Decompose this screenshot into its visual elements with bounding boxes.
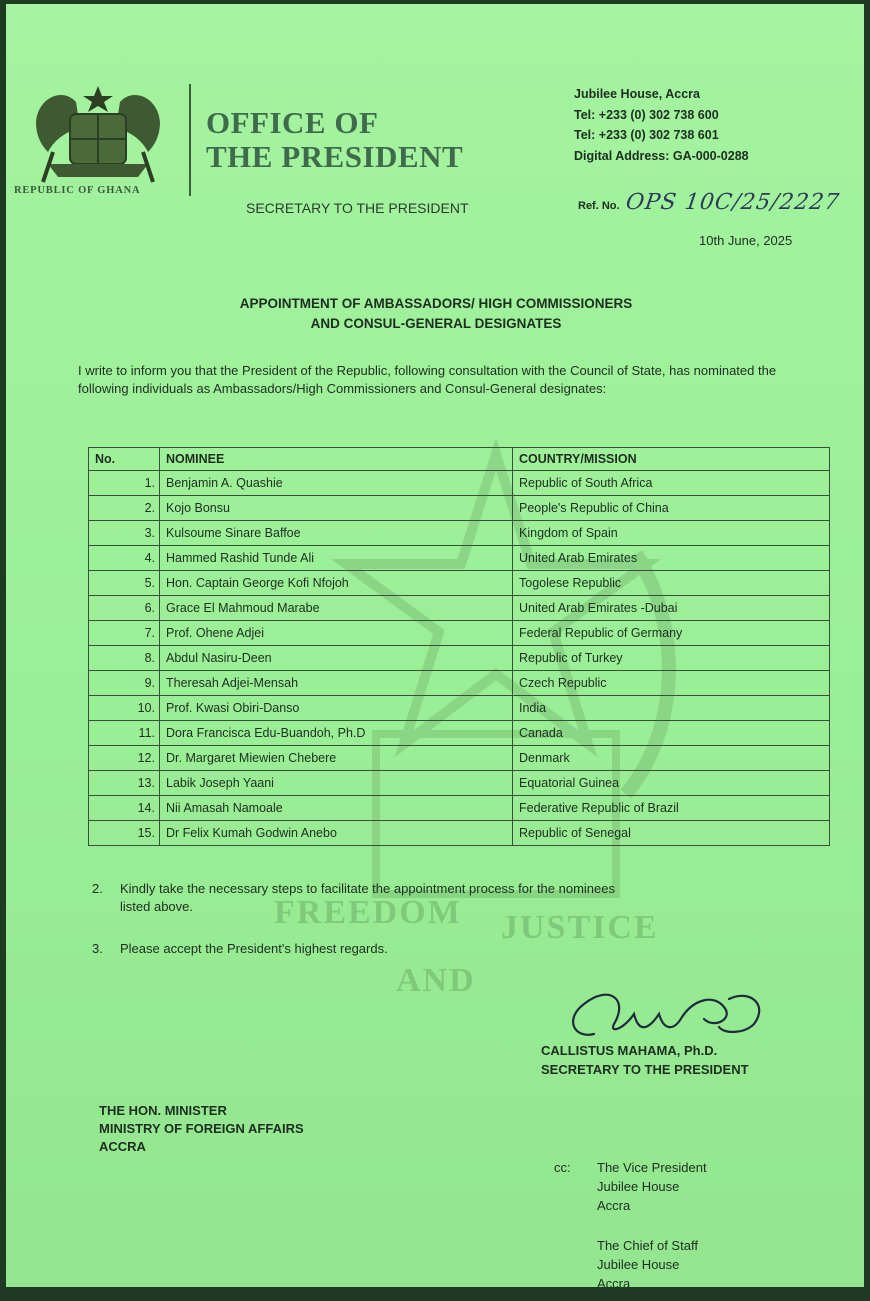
ref-label: Ref. No. bbox=[578, 200, 620, 212]
cc-line: Jubilee House bbox=[597, 1179, 680, 1194]
country-mission: Republic of Turkey bbox=[513, 646, 830, 671]
row-number: 1. bbox=[89, 471, 160, 496]
office-address bbox=[574, 84, 749, 166]
country-mission: Republic of Senegal bbox=[513, 821, 830, 846]
nominee-name: Abdul Nasiru-Deen bbox=[160, 646, 513, 671]
secretary-subtitle: SECRETARY TO THE PRESIDENT bbox=[246, 200, 469, 216]
row-number: 15. bbox=[89, 821, 160, 846]
country-mission: United Arab Emirates -Dubai bbox=[513, 596, 830, 621]
nominee-name: Benjamin A. Quashie bbox=[160, 471, 513, 496]
paragraph-number: 3. bbox=[92, 941, 103, 956]
column-header-nominee: NOMINEE bbox=[160, 448, 513, 471]
cc-line: Accra bbox=[597, 1198, 631, 1213]
row-number: 13. bbox=[89, 771, 160, 796]
nominee-name: Dr Felix Kumah Godwin Anebo bbox=[160, 821, 513, 846]
nominee-name: Labik Joseph Yaani bbox=[160, 771, 513, 796]
nominee-name: Hammed Rashid Tunde Ali bbox=[160, 546, 513, 571]
addressee-block bbox=[99, 1102, 304, 1156]
row-number: 10. bbox=[89, 696, 160, 721]
cc-line: Jubilee House bbox=[597, 1257, 680, 1272]
country-mission: Kingdom of Spain bbox=[513, 521, 830, 546]
signatory-name: CALLISTUS MAHAMA, Ph.D. bbox=[541, 1043, 718, 1058]
row-number: 11. bbox=[89, 721, 160, 746]
table-row bbox=[89, 496, 830, 521]
table-row bbox=[89, 621, 830, 646]
nominee-name: Grace El Mahmoud Marabe bbox=[160, 596, 513, 621]
table-row bbox=[89, 571, 830, 596]
country-mission: Federal Republic of Germany bbox=[513, 621, 830, 646]
watermark-and: AND bbox=[396, 962, 476, 999]
country-mission: People's Republic of China bbox=[513, 496, 830, 521]
country-mission: Republic of South Africa bbox=[513, 471, 830, 496]
digital-address-line: Digital Address: GA-000-0288 bbox=[574, 148, 749, 163]
coat-of-arms-icon bbox=[28, 82, 168, 187]
addressee-line: ACCRA bbox=[99, 1139, 146, 1154]
table-row bbox=[89, 771, 830, 796]
table-row bbox=[89, 521, 830, 546]
header-divider bbox=[189, 84, 191, 196]
column-header-no: No. bbox=[89, 448, 160, 471]
table-header-row bbox=[89, 448, 830, 471]
paragraph-text: Please accept the President's highest regards. bbox=[120, 941, 388, 956]
paragraph-text: Kindly take the necessary steps to facilitate the appointment process for the nominees bbox=[120, 881, 615, 896]
table-row bbox=[89, 471, 830, 496]
intro-paragraph: I write to inform you that the President of the Republic, following consultation with the Council of State, has nominated the following individuals as Ambassadors/High Commissioners and Consul-General designates: bbox=[78, 363, 777, 396]
reference-number bbox=[578, 190, 839, 215]
letter-page bbox=[6, 4, 864, 1287]
nominee-name: Kojo Bonsu bbox=[160, 496, 513, 521]
letter-subject bbox=[156, 294, 716, 334]
phone-line: Tel: +233 (0) 302 738 600 bbox=[574, 107, 719, 122]
paragraph-number: 2. bbox=[92, 881, 103, 896]
table-row bbox=[89, 596, 830, 621]
watermark-freedom: FREEDOM bbox=[274, 894, 462, 931]
table-row bbox=[89, 721, 830, 746]
country-mission: Togolese Republic bbox=[513, 571, 830, 596]
cc-label: cc: bbox=[554, 1160, 571, 1175]
row-number: 2. bbox=[89, 496, 160, 521]
table-row bbox=[89, 546, 830, 571]
signatory-block bbox=[541, 1041, 749, 1079]
letter-date: 10th June, 2025 bbox=[699, 233, 793, 248]
paragraph-text: listed above. bbox=[120, 899, 193, 914]
row-number: 5. bbox=[89, 571, 160, 596]
row-number: 6. bbox=[89, 596, 160, 621]
country-mission: United Arab Emirates bbox=[513, 546, 830, 571]
office-title bbox=[206, 106, 463, 174]
addressee-line: THE HON. MINISTER bbox=[99, 1103, 227, 1118]
nominee-name: Prof. Kwasi Obiri-Danso bbox=[160, 696, 513, 721]
nominee-name: Theresah Adjei-Mensah bbox=[160, 671, 513, 696]
phone-line: Tel: +233 (0) 302 738 601 bbox=[574, 128, 719, 142]
table-row bbox=[89, 796, 830, 821]
row-number: 14. bbox=[89, 796, 160, 821]
office-title-line1: OFFICE OF bbox=[206, 105, 379, 140]
country-mission: India bbox=[513, 696, 830, 721]
country-mission: Czech Republic bbox=[513, 671, 830, 696]
row-number: 4. bbox=[89, 546, 160, 571]
subject-line2: AND CONSUL-GENERAL DESIGNATES bbox=[310, 316, 562, 331]
country-mission: Denmark bbox=[513, 746, 830, 771]
country-mission: Equatorial Guinea bbox=[513, 771, 830, 796]
country-mission: Federative Republic of Brazil bbox=[513, 796, 830, 821]
column-header-country: COUNTRY/MISSION bbox=[513, 448, 830, 471]
row-number: 3. bbox=[89, 521, 160, 546]
table-row bbox=[89, 646, 830, 671]
table-row bbox=[89, 821, 830, 846]
nominee-name: Dora Francisca Edu-Buandoh, Ph.D bbox=[160, 721, 513, 746]
signatory-title: SECRETARY TO THE PRESIDENT bbox=[541, 1062, 749, 1077]
cc-line: Accra bbox=[597, 1276, 631, 1287]
table-row bbox=[89, 696, 830, 721]
subject-line1: APPOINTMENT OF AMBASSADORS/ HIGH COMMISSIONERS bbox=[239, 296, 633, 311]
row-number: 12. bbox=[89, 746, 160, 771]
row-number: 7. bbox=[89, 621, 160, 646]
emblem-caption: REPUBLIC OF GHANA bbox=[14, 185, 141, 196]
paragraph-2 bbox=[92, 880, 615, 916]
addressee-line: MINISTRY OF FOREIGN AFFAIRS bbox=[99, 1121, 304, 1136]
table-row bbox=[89, 746, 830, 771]
nominee-name: Kulsoume Sinare Baffoe bbox=[160, 521, 513, 546]
nominee-name: Prof. Ohene Adjei bbox=[160, 621, 513, 646]
paragraph-3 bbox=[92, 940, 388, 958]
address-line: Jubilee House, Accra bbox=[574, 87, 700, 101]
nominees-table bbox=[88, 447, 830, 846]
cc-line: The Vice President bbox=[597, 1160, 707, 1175]
country-mission: Canada bbox=[513, 721, 830, 746]
cc-recipient bbox=[597, 1236, 698, 1287]
nominee-name: Dr. Margaret Miewien Chebere bbox=[160, 746, 513, 771]
row-number: 8. bbox=[89, 646, 160, 671]
ref-value-handwritten: OPS 10C/25/2227 bbox=[623, 190, 841, 215]
cc-recipient bbox=[597, 1158, 707, 1215]
nominee-name: Nii Amasah Namoale bbox=[160, 796, 513, 821]
watermark-justice: JUSTICE bbox=[501, 909, 659, 946]
nominee-name: Hon. Captain George Kofi Nfojoh bbox=[160, 571, 513, 596]
office-title-line2: THE PRESIDENT bbox=[206, 139, 464, 174]
cc-line: The Chief of Staff bbox=[597, 1238, 698, 1253]
signature-image bbox=[554, 979, 784, 1049]
row-number: 9. bbox=[89, 671, 160, 696]
table-row bbox=[89, 671, 830, 696]
